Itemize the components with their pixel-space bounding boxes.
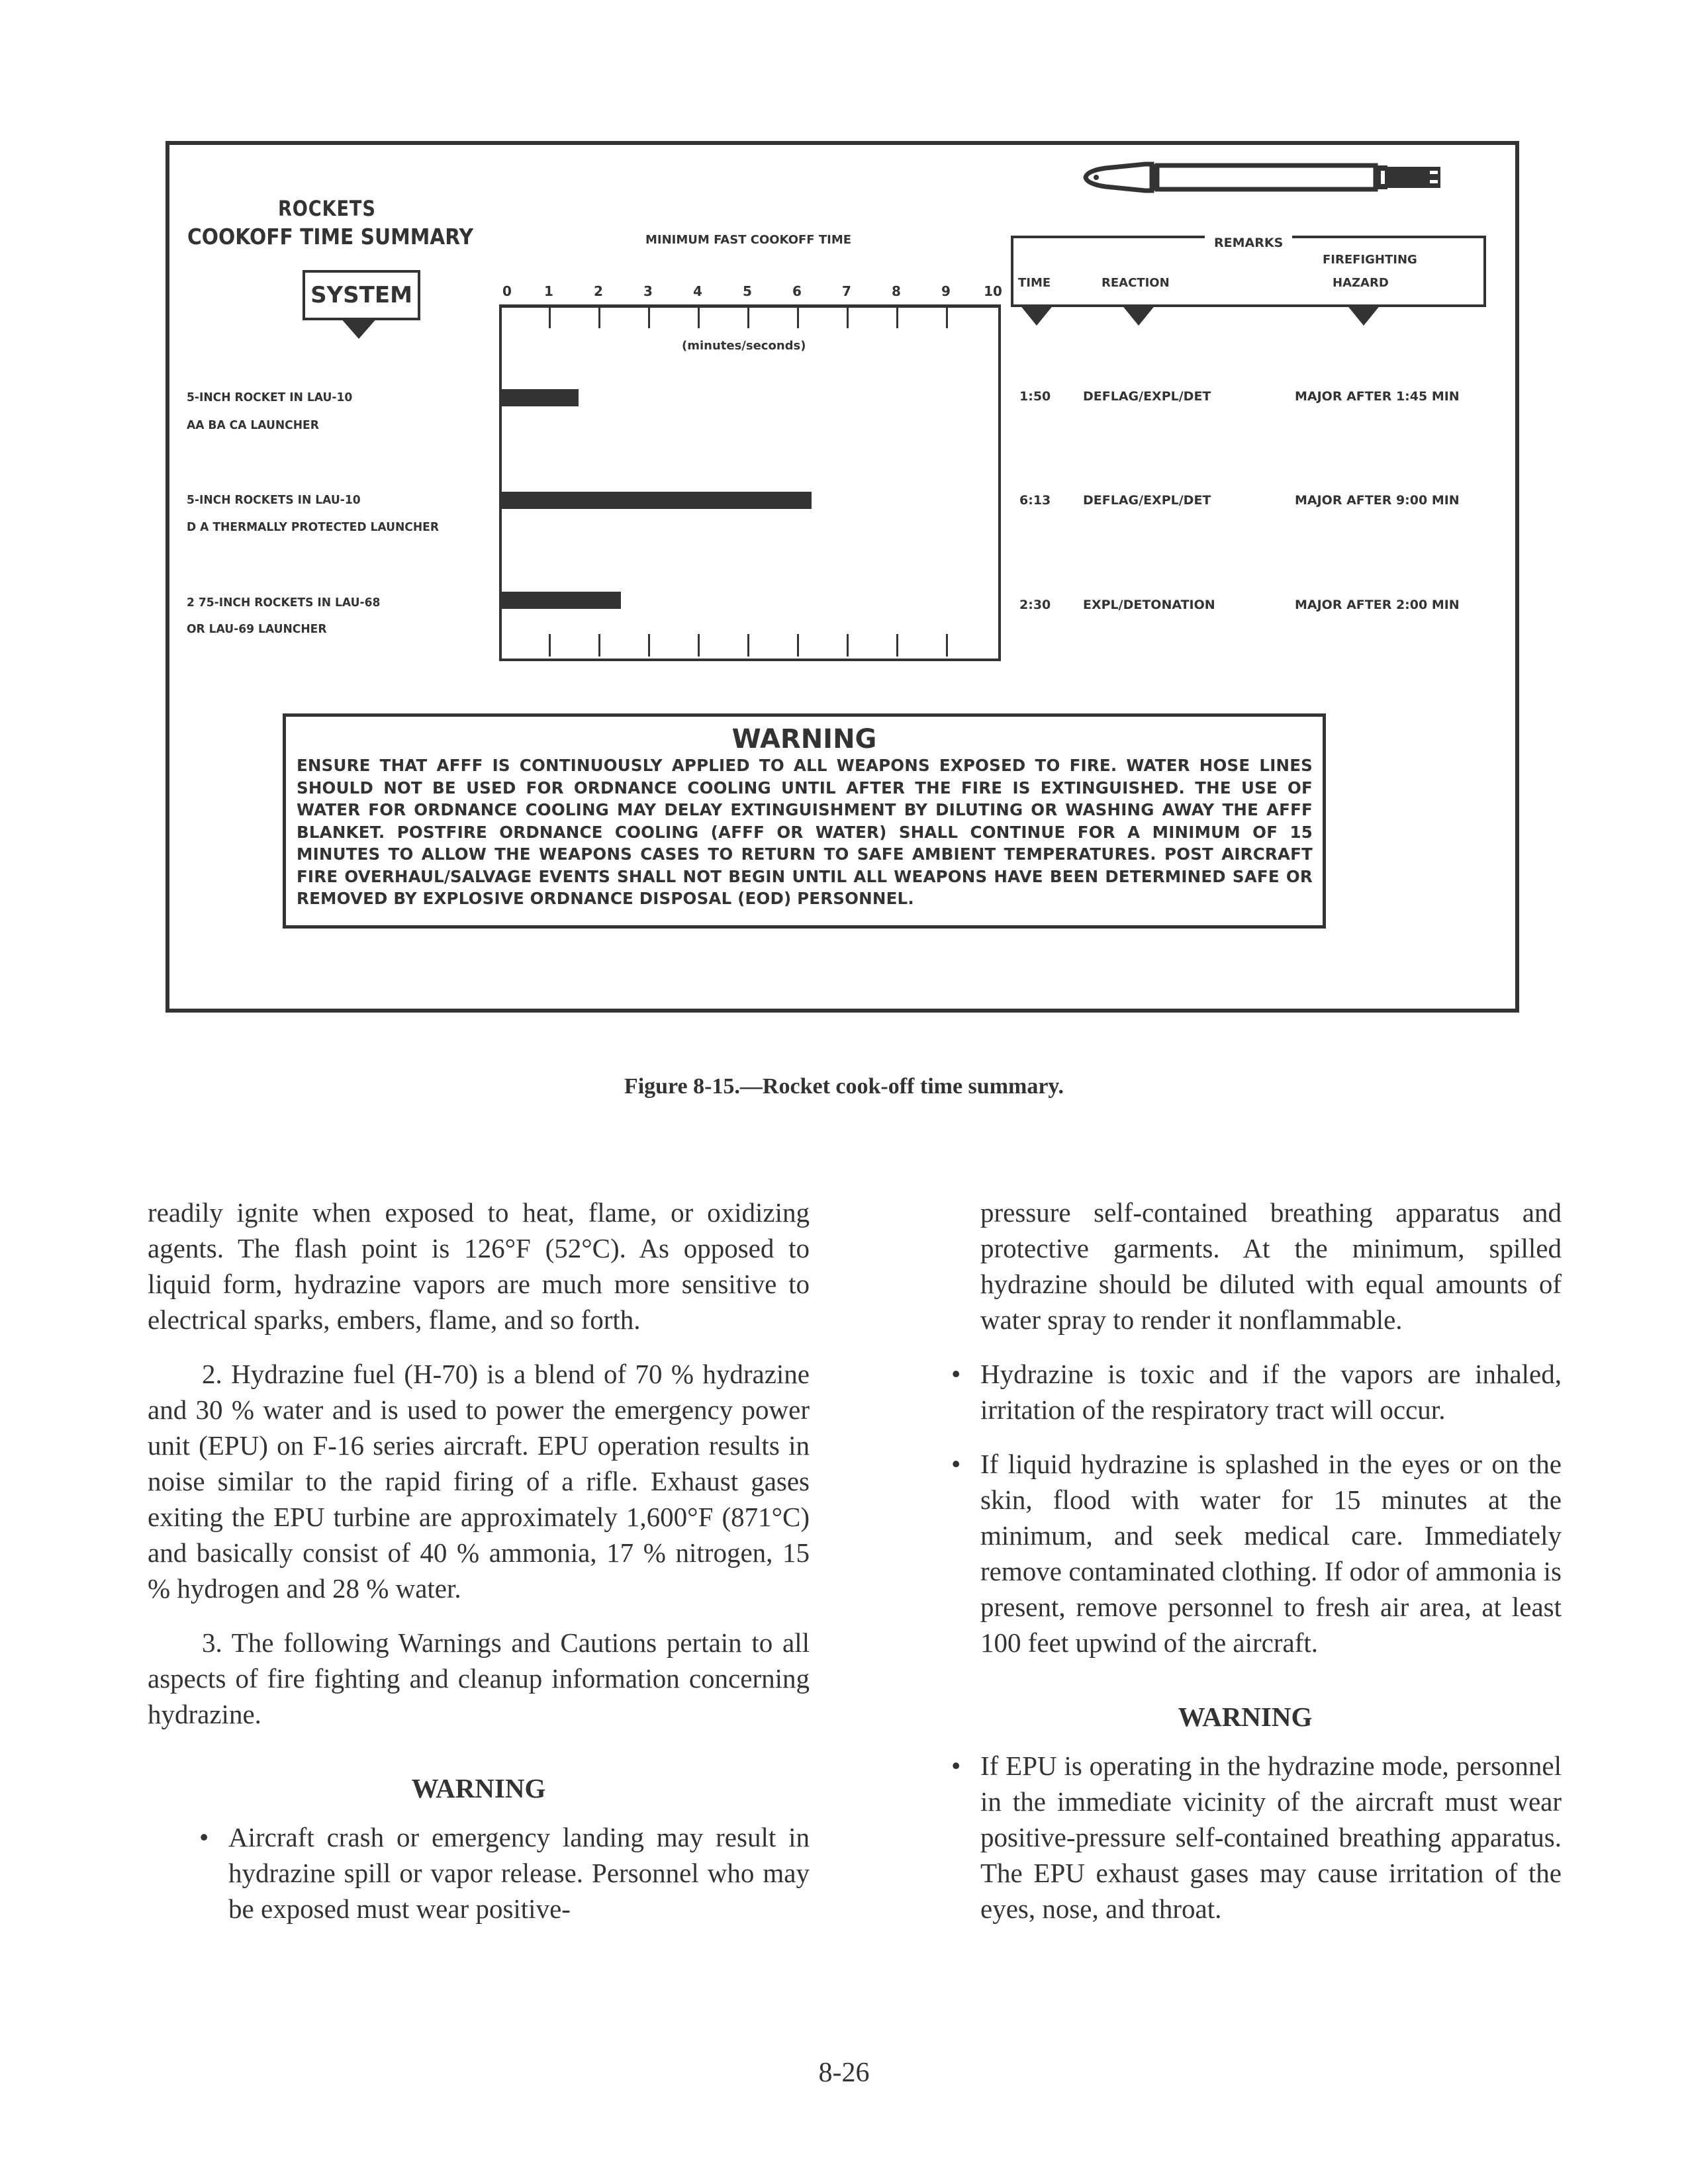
tick-label: 0: [502, 283, 512, 299]
remarks-title: REMARKS: [1205, 236, 1292, 250]
reaction-down-arrow-icon: [1121, 304, 1156, 326]
tick-label: 7: [842, 283, 851, 299]
tick-mark: [598, 307, 600, 328]
column-header-hazard-line2: HAZARD: [1333, 276, 1389, 290]
bar-row-3: [502, 592, 621, 609]
bullet-text: pressure self-contained breathing apparatus and protective garments. At the minimum, spilled hydrazine should be diluted with equal amounts of water spray to render it nonflammable.: [980, 1197, 1562, 1335]
bar-row-2: [502, 492, 812, 509]
figure-title-line2: COOKOFF TIME SUMMARY: [187, 224, 473, 250]
system-row-2-line1: 5-INCH ROCKETS IN LAU-10: [187, 493, 361, 507]
tick-label: 6: [792, 283, 802, 299]
bar-row-1: [502, 389, 579, 406]
system-row-3-line1: 2 75-INCH ROCKETS IN LAU-68: [187, 596, 381, 610]
tick-mark: [747, 307, 749, 328]
bullet-text: Hydrazine is toxic and if the vapors are inhaled, irritation of the respiratory tract will occur.: [980, 1359, 1562, 1425]
paragraph-3: 3. The following Warnings and Cautions pertain to all aspects of fire fighting and cleanup information concerning hydrazine.: [148, 1627, 810, 1729]
bullet-item: [148, 1819, 810, 1927]
figure-title-line1: ROCKETS: [278, 196, 376, 221]
bullet-item: [900, 1446, 1562, 1661]
tick-label: 9: [941, 283, 951, 299]
system-row-2-line2: D A THERMALLY PROTECTED LAUNCHER: [187, 520, 440, 534]
tick-label: 4: [693, 283, 702, 299]
tick-mark: [946, 307, 948, 328]
figure-warning-text: ENSURE THAT AFFF IS CONTINUOUSLY APPLIED TO ALL WEAPONS EXPOSED TO FIRE. WATER HOSE LINES SHOULD NOT BE USED FOR ORDNANCE COOLING UNTIL AFTER THE FIRE IS EXTINGUISHED. THE USE OF WATER FOR ORDNANCE COOLING MAY DELAY EXTINGUISHMENT BY DILUTING OR WASHING AWAY THE AFFF BLANKET. POSTFIRE ORDNANCE COOLING (AFFF OR WATER) SHALL CONTINUE FOR A MINIMUM OF 15 MINUTES TO ALLOW THE WEAPONS CASES TO RETURN TO SAFE AMBIENT TEMPERATURES. POST AIRCRAFT FIRE OVERHAUL/SALVAGE EVENTS SHALL NOT BEGIN UNTIL ALL WEAPONS HAVE BEEN DETERMINED SAFE OR REMOVED BY EXPLOSIVE ORDNANCE DISPOSAL (EOD) PERSONNEL.: [297, 756, 1313, 908]
system-row-1-line2: AA BA CA LAUNCHER: [187, 418, 319, 432]
tick-mark: [797, 634, 799, 657]
column-header-hazard-line1: FIREFIGHTING: [1323, 253, 1417, 267]
bullet-item-continued: [900, 1195, 1562, 1338]
warning-heading: WARNING: [411, 1773, 546, 1803]
column-header-reaction: REACTION: [1102, 276, 1170, 290]
row-1-time: 1:50: [1019, 389, 1051, 404]
tick-mark: [648, 634, 650, 657]
tick-mark: [797, 307, 799, 328]
tick-mark: [847, 307, 849, 328]
bullet-icon: •: [199, 1822, 209, 1852]
column-header-time: TIME: [1018, 276, 1051, 290]
paragraph-2: 2. Hydrazine fuel (H-70) is a blend of 70 % hydrazine and 30 % water and is used to power the emergency power unit (EPU) on F-16 series aircraft. EPU operation results in noise similar to the rapid firing of a rifle. Exhaust gases exiting the EPU turbine are approximately 1,600°F (871°C) and basically consist of 40 % ammonia, 17 % nitrogen, 15 % hydrogen and 28 % water.: [148, 1359, 810, 1604]
tick-label: 2: [594, 283, 603, 299]
left-column: [148, 1195, 810, 1927]
system-row-3-line2: OR LAU-69 LAUNCHER: [187, 622, 327, 636]
page-number: 8-26: [818, 2058, 870, 2088]
tick-mark: [698, 634, 700, 657]
figure-warning-title: WARNING: [731, 724, 877, 754]
row-1-hazard: MAJOR AFTER 1:45 MIN: [1295, 389, 1460, 404]
bullet-text: If EPU is operating in the hydrazine mode, personnel in the immediate vicinity of the aircraft must wear positive-pressure self-contained breathing apparatus. The EPU exhaust gases may cause irritation of the eyes, nose, and throat.: [980, 1751, 1562, 1924]
bullet-text: Aircraft crash or emergency landing may result in hydrazine spill or vapor release. Personnel who may be exposed must wear positive-: [228, 1822, 810, 1924]
axis-title: MINIMUM FAST COOKOFF TIME: [645, 233, 852, 247]
row-3-time: 2:30: [1019, 598, 1051, 612]
tick-mark: [698, 307, 700, 328]
system-down-arrow-icon: [340, 318, 377, 339]
hazard-down-arrow-icon: [1346, 304, 1381, 326]
bullet-item: [900, 1356, 1562, 1428]
rocket-icon: [1079, 159, 1450, 196]
tick-mark: [896, 634, 898, 657]
bullet-item: [900, 1748, 1562, 1927]
tick-mark: [598, 634, 600, 657]
system-row-1-line1: 5-INCH ROCKET IN LAU-10: [187, 390, 353, 404]
tick-label: 10: [984, 283, 1002, 299]
row-2-hazard: MAJOR AFTER 9:00 MIN: [1295, 493, 1460, 508]
warning-heading: WARNING: [1178, 1702, 1313, 1732]
row-2-reaction: DEFLAG/EXPL/DET: [1083, 493, 1211, 508]
bullet-icon: •: [951, 1449, 961, 1479]
row-3-reaction: EXPL/DETONATION: [1083, 598, 1215, 612]
paragraph: readily ignite when exposed to heat, flame, or oxidizing agents. The flash point is 126°F (52°C). As opposed to liquid form, hydrazine vapors are much more sensitive to electrical sparks, embers, flame, and so forth.: [148, 1197, 810, 1335]
row-3-hazard: MAJOR AFTER 2:00 MIN: [1295, 598, 1460, 612]
row-2-time: 6:13: [1019, 493, 1051, 508]
bullet-text: If liquid hydrazine is splashed in the eyes or on the skin, flood with water for 15 minutes at the minimum, and seek medical care. Immediately remove contaminated clothing. If odor of ammonia is present, remove personnel to fresh air area, at least 100 feet upwind of the aircraft.: [980, 1449, 1562, 1658]
tick-label: 1: [544, 283, 553, 299]
time-down-arrow-icon: [1019, 304, 1054, 326]
tick-mark: [549, 634, 551, 657]
tick-mark: [747, 634, 749, 657]
tick-label: 3: [643, 283, 653, 299]
tick-label: 8: [892, 283, 901, 299]
row-1-reaction: DEFLAG/EXPL/DET: [1083, 389, 1211, 404]
system-header-box: [303, 270, 420, 320]
system-header-label: SYSTEM: [310, 282, 412, 308]
right-column: [900, 1195, 1562, 1927]
tick-label: 5: [743, 283, 752, 299]
tick-mark: [847, 634, 849, 657]
figure-caption: Figure 8-15.—Rocket cook-off time summary.: [624, 1074, 1064, 1099]
bullet-icon: •: [951, 1359, 961, 1389]
axis-unit-label: (minutes/seconds): [682, 339, 806, 353]
bullet-icon: •: [951, 1751, 961, 1781]
tick-mark: [648, 307, 650, 328]
tick-mark: [549, 307, 551, 328]
tick-mark: [946, 634, 948, 657]
tick-mark: [896, 307, 898, 328]
